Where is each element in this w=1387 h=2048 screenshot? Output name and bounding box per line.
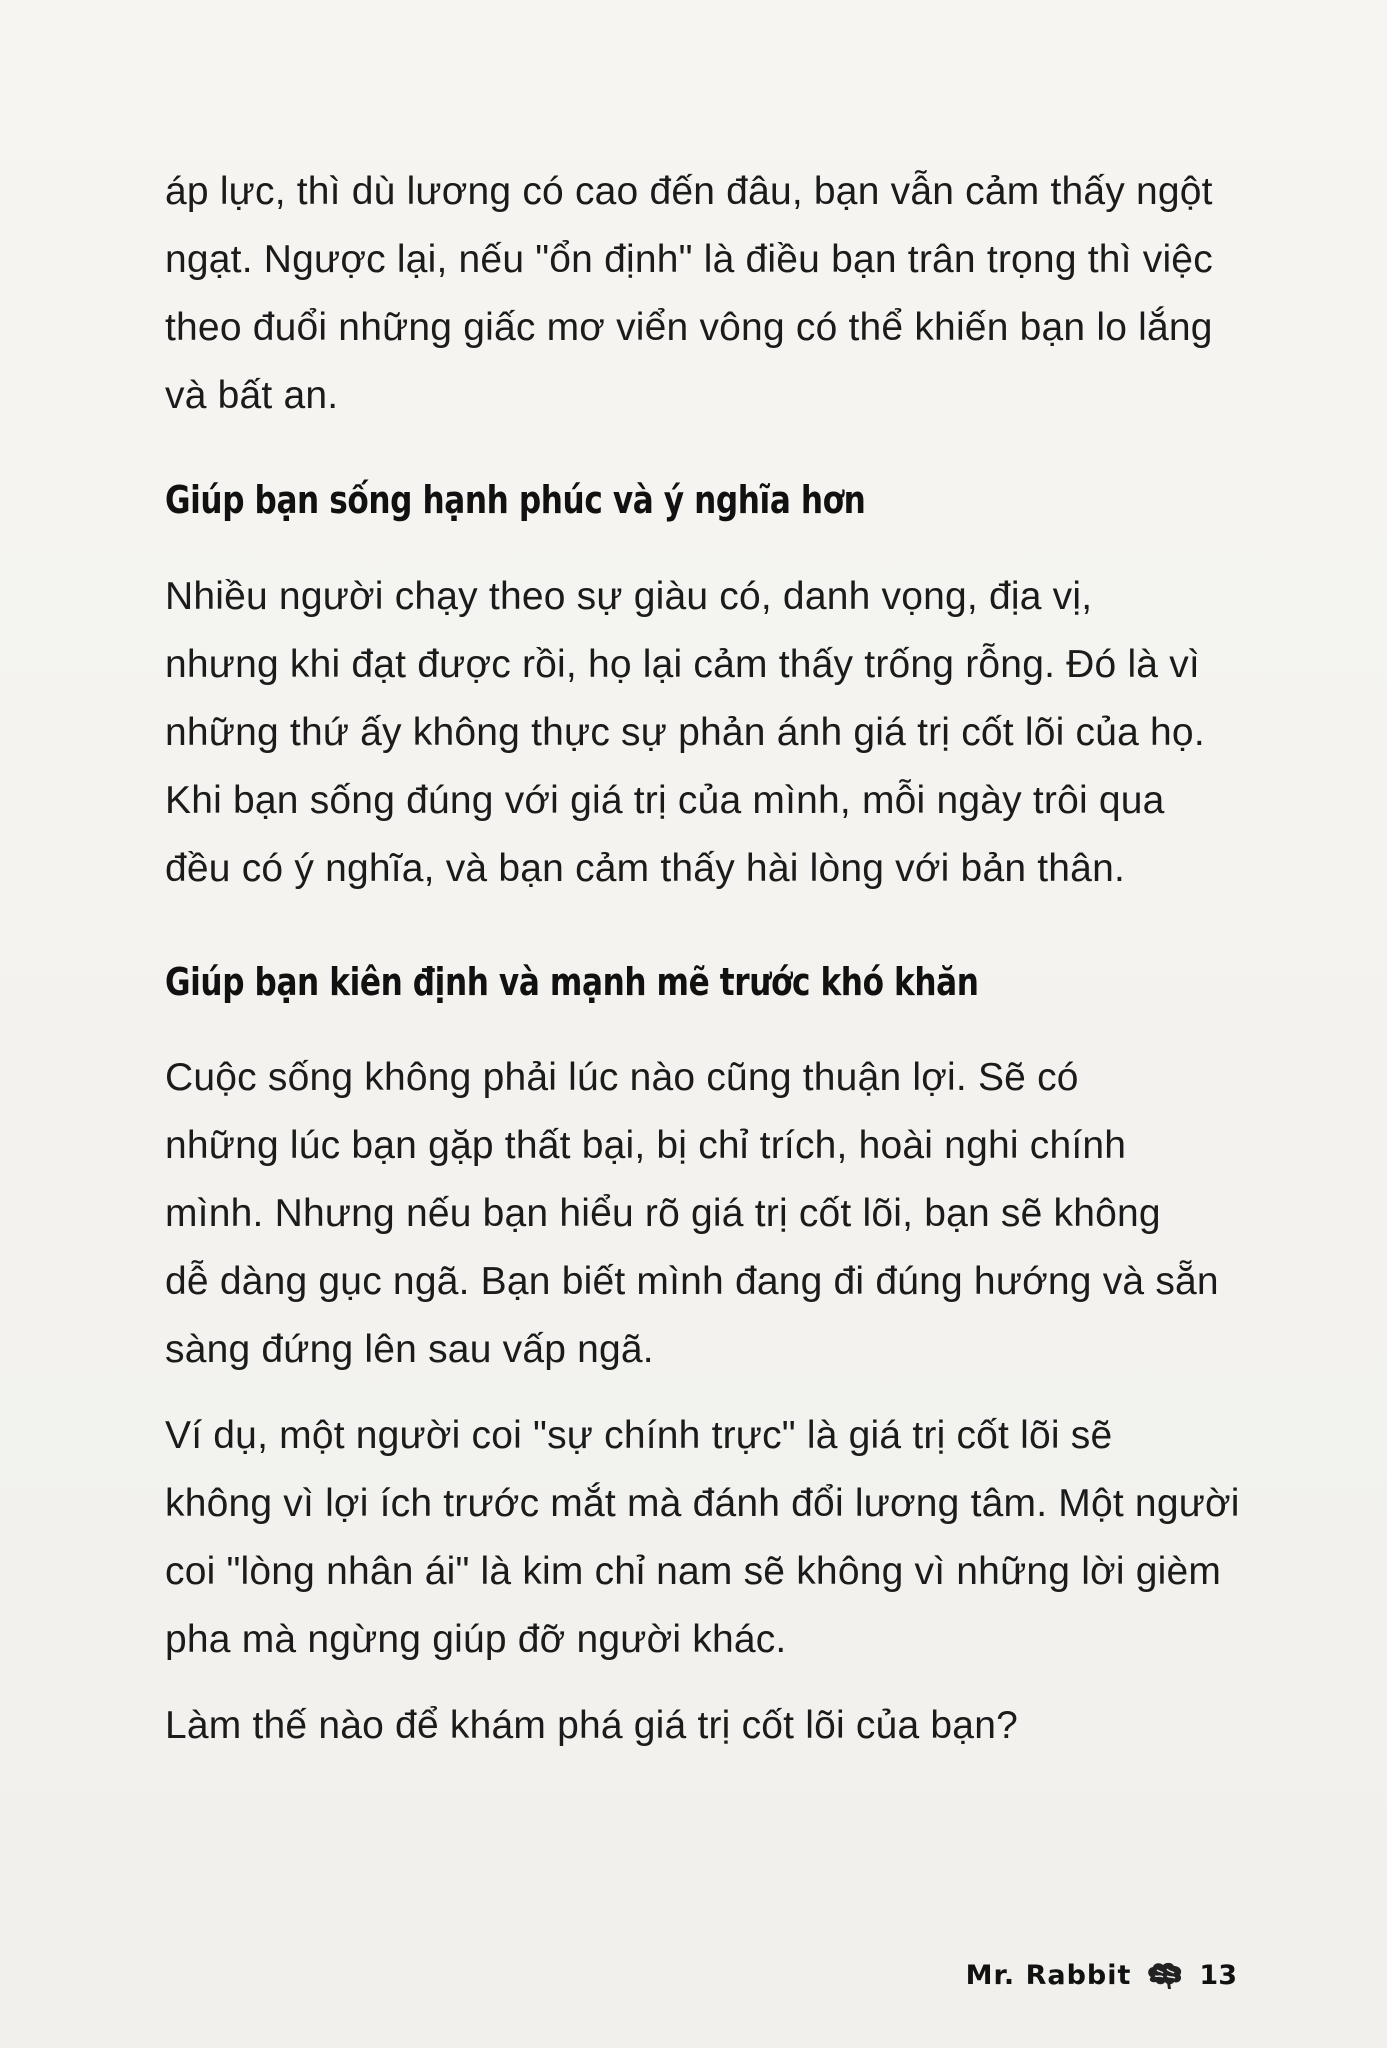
paragraph-question: Làm thế nào để khám phá giá trị cốt lõi của bạn? xyxy=(165,1704,1018,1747)
footer-brand: Mr. Rabbit xyxy=(965,1960,1132,1991)
paragraph-intro: áp lực, thì dù lương có cao đến đâu, bạn vẫn cảm thấy ngột ngạt. Ngược lại, nếu "ổn định" là điều bạn trân trọng thì việc theo đuổi những giấc mơ viển vông có thể khiến bạn lo lắng và bất an. xyxy=(165,170,1213,417)
section-heading-happiness: Giúp bạn sống hạnh phúc và ý nghĩa hơn xyxy=(165,478,866,522)
page-footer xyxy=(966,1960,1237,1991)
paragraph-example: Ví dụ, một người coi "sự chính trực" là giá trị cốt lõi sẽ không vì lợi ích trước mắt mà đánh đổi lương tâm. Một người coi "lòng nhân ái" là kim chỉ nam sẽ không vì những lời gièm pha mà ngừng giúp đỡ người khác. xyxy=(165,1414,1240,1661)
brain-icon xyxy=(1145,1961,1185,1991)
paragraph-resilience: Cuộc sống không phải lúc nào cũng thuận lợi. Sẽ có những lúc bạn gặp thất bại, bị chỉ trích, hoài nghi chính mình. Nhưng nếu bạn hiểu rõ giá trị cốt lõi, bạn sẽ không dễ dàng gục ngã. Bạn biết mình đang đi đúng hướng và sẵn sàng đứng lên sau vấp ngã. xyxy=(165,1056,1219,1371)
section-heading-resilience: Giúp bạn kiên định và mạnh mẽ trước khó khăn xyxy=(165,960,979,1004)
paragraph-happiness: Nhiều người chạy theo sự giàu có, danh vọng, địa vị, nhưng khi đạt được rồi, họ lại cảm thấy trống rỗng. Đó là vì những thứ ấy không thực sự phản ánh giá trị cốt lõi của họ. Khi bạn sống đúng với giá trị của mình, mỗi ngày trôi qua đều có ý nghĩa, và bạn cảm thấy hài lòng với bản thân. xyxy=(165,575,1205,890)
page-number: 13 xyxy=(1199,1960,1237,1991)
